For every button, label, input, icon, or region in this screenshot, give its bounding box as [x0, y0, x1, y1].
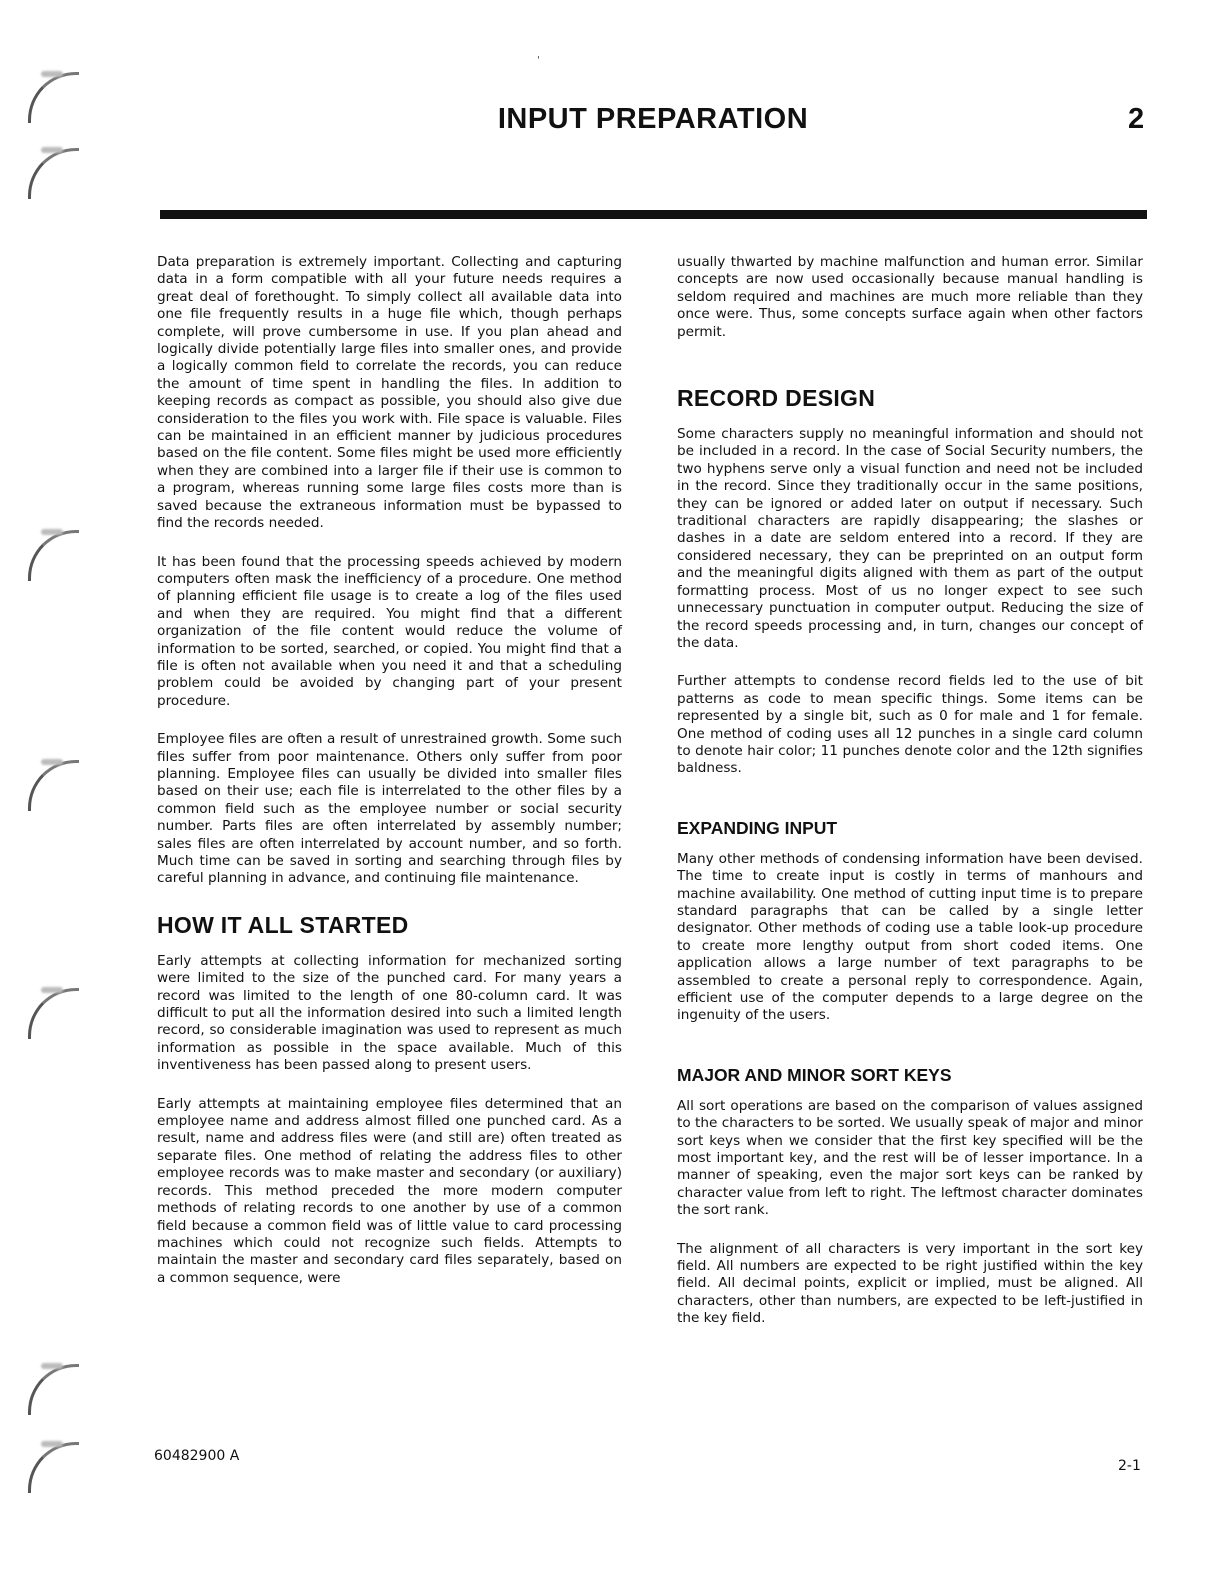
paragraph: It has been found that the processing speeds achieved by modern computers often mask the inefficiency of a procedure. One method of planning efficient file usage is to create a log of the files used and when they are required. You might find that a different organization of the file content would reduce the volume of information to be sorted, searched, or copied. You might find that a file is often not available when you need it and that a scheduling problem could be avoided by changing part of your present procedure. [157, 553, 622, 709]
binder-hole [28, 1442, 79, 1493]
binder-hole [28, 530, 79, 581]
paragraph: Further attempts to condense record fields led to the use of bit patterns as code to mean specific things. Some items can be represented by a single bit, such as 0 for male and 1 for female. One method of coding uses all 12 punches in a single card column to denote hair color; 11 punches denote color and the 12th signifies baldness. [677, 673, 1143, 777]
paragraph: All sort operations are based on the comparison of values assigned to the characters to be sorted. We usually speak of major and minor sort keys when we consider that the first key specified will be the most important key, and the rest will be of lesser importance. In a manner of speaking, even the major sort keys can be ranked by character value from left to right. The leftmost character dominates the sort rank. [677, 1097, 1143, 1219]
chapter-number: 2 [1128, 103, 1145, 135]
page-title: INPUT PREPARATION [497, 103, 809, 135]
binder-hole [28, 1364, 79, 1415]
left-column [157, 254, 622, 1308]
binder-hole [28, 760, 79, 811]
page-number: 2-1 [1118, 1458, 1141, 1474]
binder-hole [28, 148, 79, 199]
header-rule [160, 210, 1147, 219]
paragraph: Employee files are often a result of unrestrained growth. Some such files suffer from poor maintenance. Others only suffer from poor planning. Employee files can usually be divided into smaller files based on their use; each file is interrelated to the other files by a common field such as the employee number or social security number. Parts files are often interrelated by assembly number; sales files are often interrelated by account number, and so forth. Much time can be saved in sorting and searching through files by careful planning in advance, and continuing file maintenance. [157, 731, 622, 887]
paragraph: The alignment of all characters is very important in the sort key field. All numbers are expected to be right justified within the key field. All decimal points, explicit or implied, must be aligned. All characters, other than numbers, are expected to be left-justified in the key field. [677, 1240, 1143, 1327]
paragraph: Early attempts at collecting information for mechanized sorting were limited to the size of the punched card. For many years a record was limited to the length of one 80-column card. It was difficult to put all the information desired into such a limited length record, so considerable imagination was used to represent as much information as possible in the space available. Much of this inventiveness has been passed along to present users. [157, 952, 622, 1074]
subsection-heading: MAJOR AND MINOR SORT KEYS [677, 1064, 952, 1085]
right-column [677, 254, 1143, 1349]
stray-mark: ' [537, 55, 540, 66]
binder-hole [28, 988, 79, 1039]
section-heading: HOW IT ALL STARTED [157, 911, 409, 938]
paragraph: Many other methods of condensing information have been devised. The time to create input is costly in terms of manhours and machine availability. One method of cutting input time is to prepare standard paragraphs that can be called by a single letter designator. Other methods of coding use a table look-up procedure to create more lengthy output from short coded items. One application allows a large number of text paragraphs to be assembled to create a personal reply to correspondence. Again, efficient use of the computer depends to a large degree on the ingenuity of the users. [677, 850, 1143, 1024]
paragraph: Data preparation is extremely important. Collecting and capturing data in a form compatible with all your future needs requires a great deal of forethought. To simply collect all available data into one file frequently results in a huge file which, though perhaps complete, will prove cumbersome in use. If you plan ahead and logically divide potentially large files into smaller ones, and provide a logically common field to correlate the records, you can reduce the amount of time spent in handling the files. In addition to keeping records as compact as possible, you should also give due consideration to the files you work with. File space is valuable. Files can be maintained in an efficient manner by judicious procedures based on the file content. Some files might be used more efficiently when they are combined into a larger file if their use is common to a program, whereas running some large files costs more than is saved because the extraneous information must be bypassed to find the records needed. [157, 254, 622, 532]
paragraph: Early attempts at maintaining employee files determined that an employee name and address almost filled one punched card. As a result, name and address files were (and still are) often treated as separate files. One method of relating the address files to other employee records was to make master and secondary (or auxiliary) records. This method preceded the more modern computer methods of relating records to one another by use of a common field because a common field was of little value to card processing machines which could not recognize such fields. Attempts to maintain the master and secondary card files separately, based on a common sequence, were [157, 1095, 622, 1286]
paragraph: usually thwarted by machine malfunction and human error. Similar concepts are now used occasionally because manual handling is seldom required and machines are much more reliable than they once were. Thus, some concepts surface again when other factors permit. [677, 254, 1143, 340]
section-heading: RECORD DESIGN [677, 385, 876, 412]
document-number: 60482900 A [154, 1448, 240, 1464]
subsection-heading: EXPANDING INPUT [677, 817, 838, 838]
paragraph: Some characters supply no meaningful information and should not be included in a record. In the case of Social Security numbers, the two hyphens serve only a visual function and need not be included in the record. Since they traditionally occur in the same positions, they can be ignored or added later on output if necessary. Such traditional characters are rapidly disappearing; the slashes or dashes in a date are seldom entered into a record. If they are considered necessary, they can be preprinted on an output form and the meaningful digits aligned with them as part of the output formatting process. Most of us no longer expect to see such unnecessary punctuation in computer output. Reducing the size of the record speeds processing and, in turn, changes our concept of the data. [677, 426, 1143, 651]
